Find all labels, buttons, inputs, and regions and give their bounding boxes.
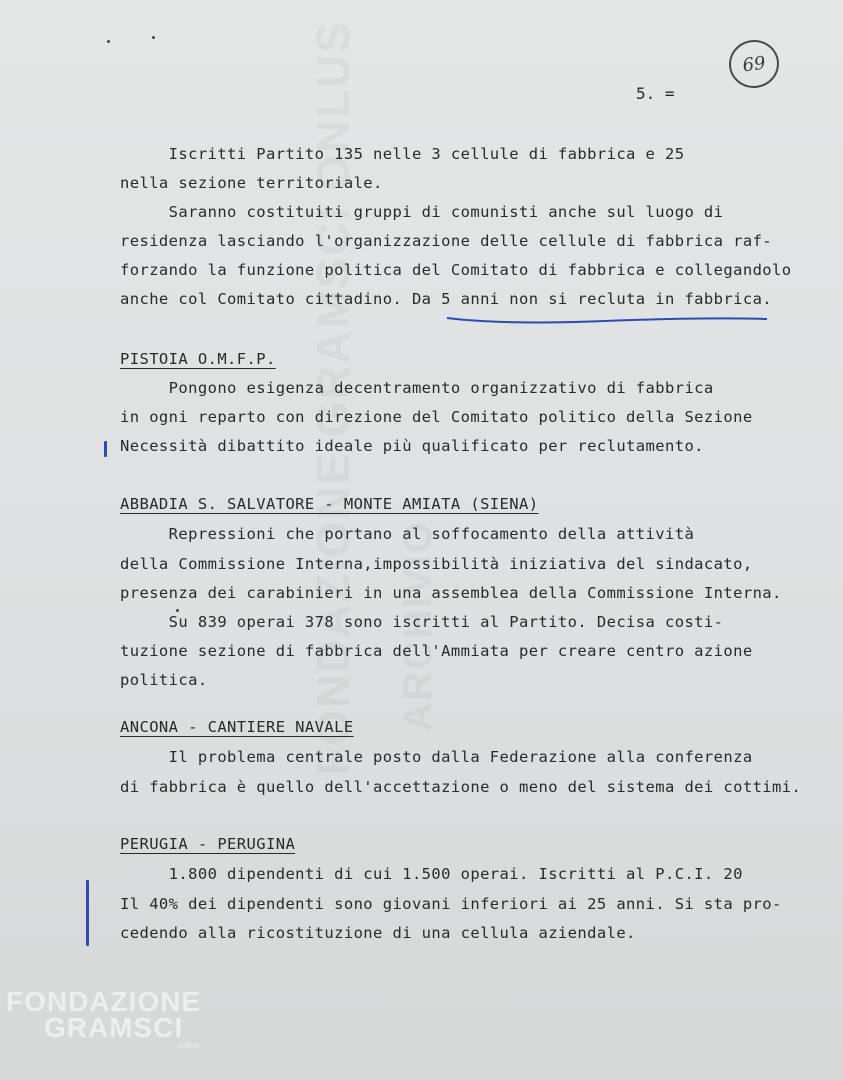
section-heading: PERUGIA - PERUGINA bbox=[120, 835, 296, 853]
section-line: di fabbrica è quello dell'accettazione o meno del sistema dei cottimi. bbox=[120, 778, 802, 796]
blue-margin-mark bbox=[104, 441, 107, 457]
section-line: 1.800 dipendenti di cui 1.500 operai. Iscritti al P.C.I. 20 bbox=[120, 865, 743, 883]
blue-margin-mark bbox=[86, 880, 89, 946]
section-line: Il problema centrale posto dalla Federazione alla conferenza bbox=[120, 748, 753, 766]
section-line: cedendo alla ricostituzione di una cellula aziendale. bbox=[120, 924, 636, 942]
section-line: tuzione sezione di fabbrica dell'Ammiata per creare centro azione bbox=[120, 642, 753, 660]
section-line: Il 40% dei dipendenti sono giovani inferiori ai 25 anni. Si sta pro- bbox=[120, 895, 782, 913]
paragraph-line: Saranno costituiti gruppi di comunisti anche sul luogo di bbox=[120, 203, 724, 221]
section-line: Su 839 operai 378 sono iscritti al Partito. Decisa costi- bbox=[120, 613, 724, 631]
folio-number: 69 bbox=[726, 37, 782, 91]
ink-speck bbox=[107, 40, 110, 43]
foundation-logo-small: onlus bbox=[178, 1040, 200, 1050]
section-line: in ogni reparto con direzione del Comitato politico della Sezione bbox=[120, 408, 753, 426]
section-line: Necessità dibattito ideale più qualificato per reclutamento. bbox=[120, 437, 704, 455]
vertical-watermark-2: ARCHIVIO bbox=[396, 520, 440, 732]
ink-speck bbox=[152, 36, 155, 39]
paragraph-line: forzando la funzione politica del Comitato di fabbrica e collegandolo bbox=[120, 261, 792, 279]
section-line: Repressioni che portano al soffocamento della attività bbox=[120, 525, 695, 543]
vertical-watermark: FONDAZIONE GRAMSCI ONLUS bbox=[307, 20, 359, 776]
section-heading: ANCONA - CANTIERE NAVALE bbox=[120, 718, 354, 736]
blue-underline-annotation bbox=[445, 310, 770, 326]
ink-speck bbox=[176, 609, 179, 612]
foundation-logo bbox=[6, 986, 201, 1044]
section-line: presenza dei carabinieri in una assemblea della Commissione Interna. bbox=[120, 584, 782, 602]
paragraph-line: anche col Comitato cittadino. Da 5 anni non si recluta in fabbrica. bbox=[120, 290, 773, 308]
section-line: Pongono esigenza decentramento organizzativo di fabbrica bbox=[120, 379, 714, 397]
section-heading: ABBADIA S. SALVATORE - MONTE AMIATA (SIENA) bbox=[120, 495, 539, 513]
section-heading: PISTOIA O.M.F.P. bbox=[120, 350, 276, 368]
section-line: politica. bbox=[120, 671, 208, 689]
paragraph-line: nella sezione territoriale. bbox=[120, 174, 383, 192]
section-line: della Commissione Interna,impossibilità iniziativa del sindacato, bbox=[120, 555, 753, 573]
foundation-logo-line2: GRAMSCI bbox=[44, 1012, 184, 1043]
paragraph-line: Iscritti Partito 135 nelle 3 cellule di fabbrica e 25 bbox=[120, 145, 685, 163]
paragraph-line: residenza lasciando l'organizzazione delle cellule di fabbrica raf- bbox=[120, 232, 773, 250]
page-number: 5. = bbox=[636, 84, 675, 103]
foundation-logo-line1: FONDAZIONE bbox=[6, 986, 202, 1017]
